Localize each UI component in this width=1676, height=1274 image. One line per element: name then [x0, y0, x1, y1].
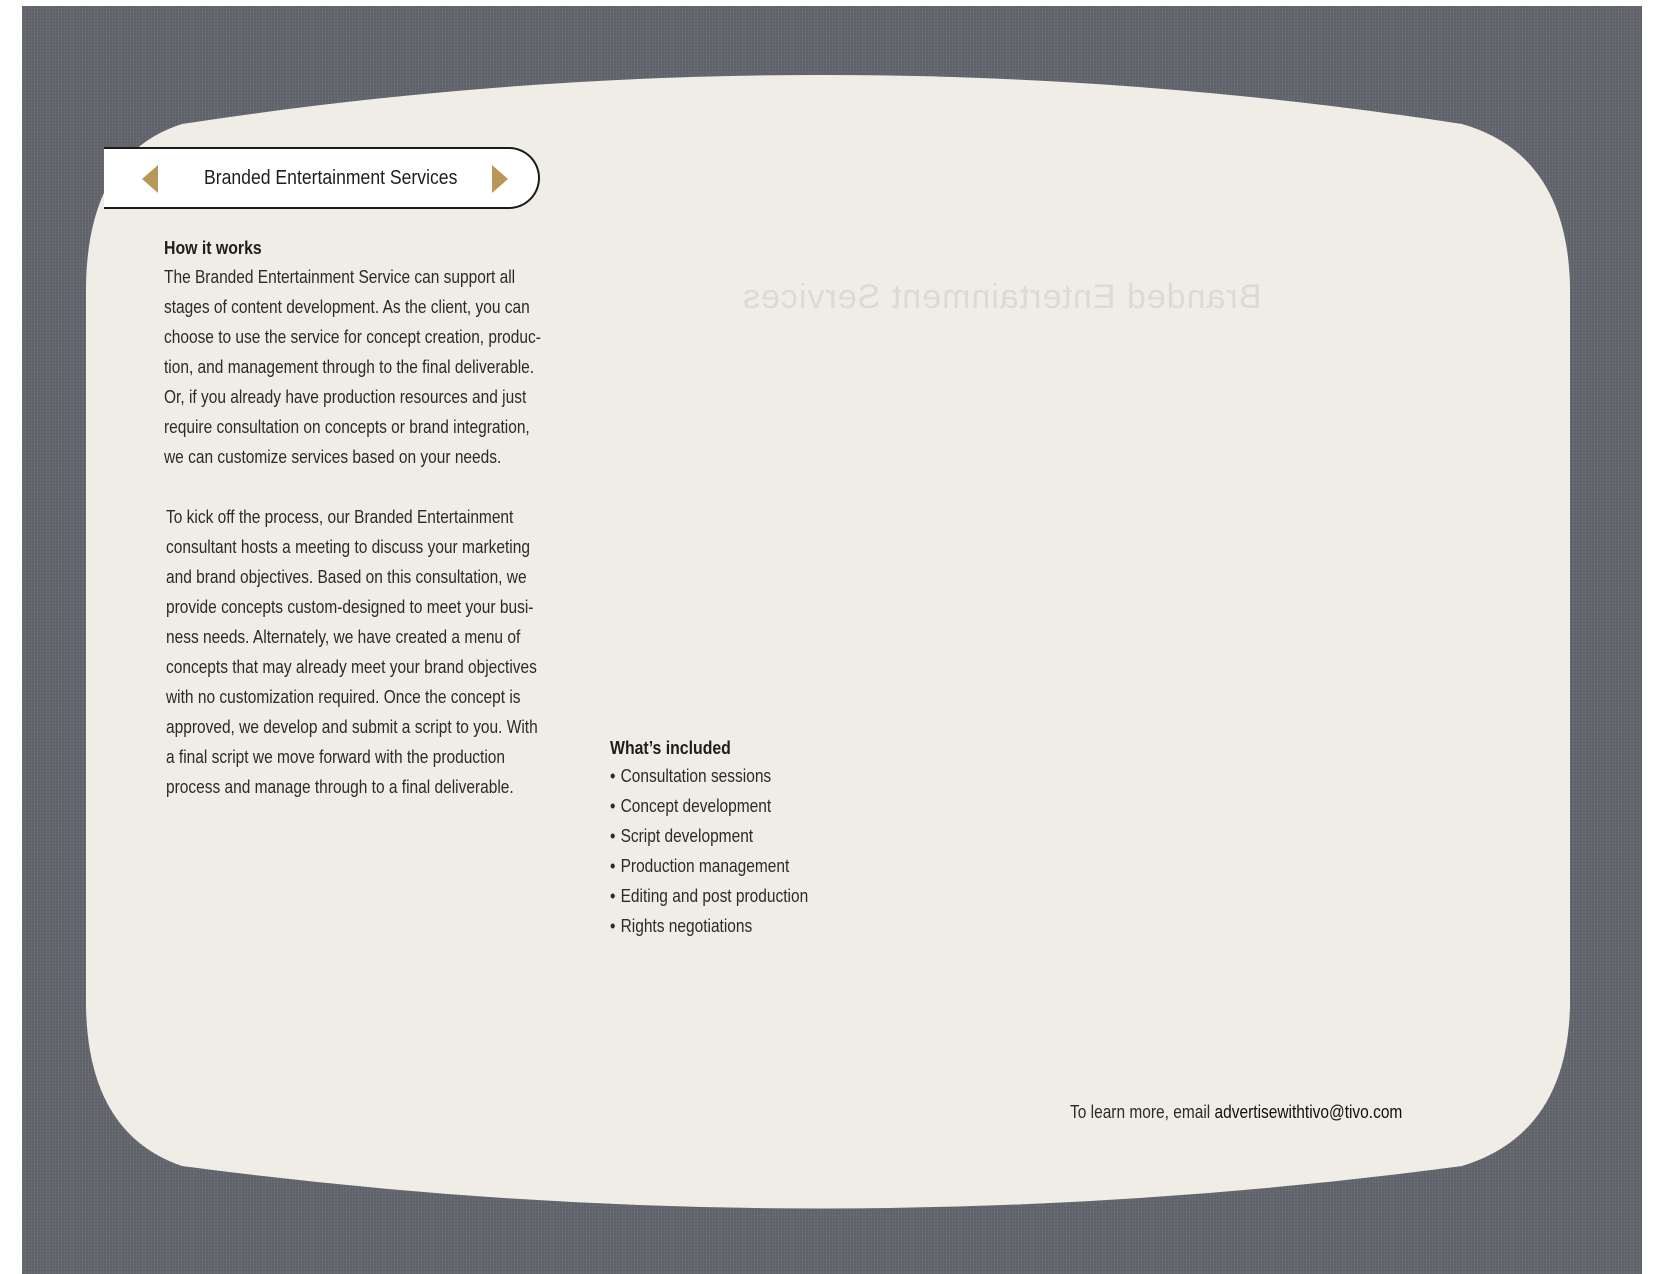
how-it-works-paragraph-2 [166, 502, 538, 802]
footer-prefix: To learn more, email [1070, 1102, 1215, 1122]
paragraph-line: To kick off the process, our Branded Entertainment [166, 507, 514, 527]
whats-included-list [610, 761, 808, 941]
list-item-label: Rights negotiations [620, 916, 753, 936]
bullet-icon: • [610, 796, 616, 816]
list-item-label: Script development [620, 826, 754, 846]
list-item-label: Editing and post production [620, 886, 809, 906]
paragraph-line: with no customization required. Once the concept is [166, 687, 521, 707]
paragraph-line: approved, we develop and submit a script to you. With [166, 717, 538, 737]
bullet-icon: • [610, 826, 616, 846]
paragraph-line: stages of content development. As the client, you can [164, 297, 530, 317]
paragraph-line: ness needs. Alternately, we have created a menu of [166, 627, 521, 647]
paragraph-line: consultant hosts a meeting to discuss your marketing [166, 537, 530, 557]
how-it-works-paragraph-1 [164, 262, 541, 472]
list-item-label: Production management [620, 856, 790, 876]
paragraph-line: we can customize services based on your needs. [164, 447, 502, 467]
bullet-icon: • [610, 856, 616, 876]
list-item [610, 761, 808, 791]
tv-frame-border [22, 6, 1642, 1274]
paragraph-line: choose to use the service for concept creation, produc- [164, 327, 541, 347]
list-item [610, 881, 808, 911]
how-it-works-heading: How it works [164, 238, 262, 258]
whats-included-heading: What’s included [610, 738, 731, 758]
paragraph-line: and brand objectives. Based on this consultation, we [166, 567, 527, 587]
list-item-label: Concept development [620, 796, 772, 816]
show-through-text: Branded Entertainment Services [742, 278, 1262, 316]
list-item-label: Consultation sessions [620, 766, 772, 786]
list-item [610, 821, 808, 851]
bullet-icon: • [610, 916, 616, 936]
paragraph-line: The Branded Entertainment Service can support all [164, 267, 516, 287]
footer-contact [1070, 1102, 1402, 1123]
paragraph-line: tion, and management through to the final deliverable. [164, 357, 535, 377]
bullet-icon: • [610, 886, 616, 906]
arrow-left-icon [142, 165, 158, 193]
paragraph-line: a final script we move forward with the production [166, 747, 506, 767]
list-item [610, 791, 808, 821]
paragraph-line: Or, if you already have production resources and just [164, 387, 527, 407]
arrow-right-icon [492, 165, 508, 193]
paragraph-line: provide concepts custom-designed to meet your busi- [166, 597, 534, 617]
paragraph-line: concepts that may already meet your brand objectives [166, 657, 537, 677]
paragraph-line: process and manage through to a final deliverable. [166, 777, 514, 797]
bullet-icon: • [610, 766, 616, 786]
section-title-tab [104, 147, 540, 209]
section-title: Branded Entertainment Services [204, 167, 458, 189]
list-item [610, 911, 808, 941]
paragraph-line: require consultation on concepts or brand integration, [164, 417, 530, 437]
contact-email-link[interactable]: advertisewithtivo@tivo.com [1214, 1102, 1403, 1122]
list-item [610, 851, 808, 881]
